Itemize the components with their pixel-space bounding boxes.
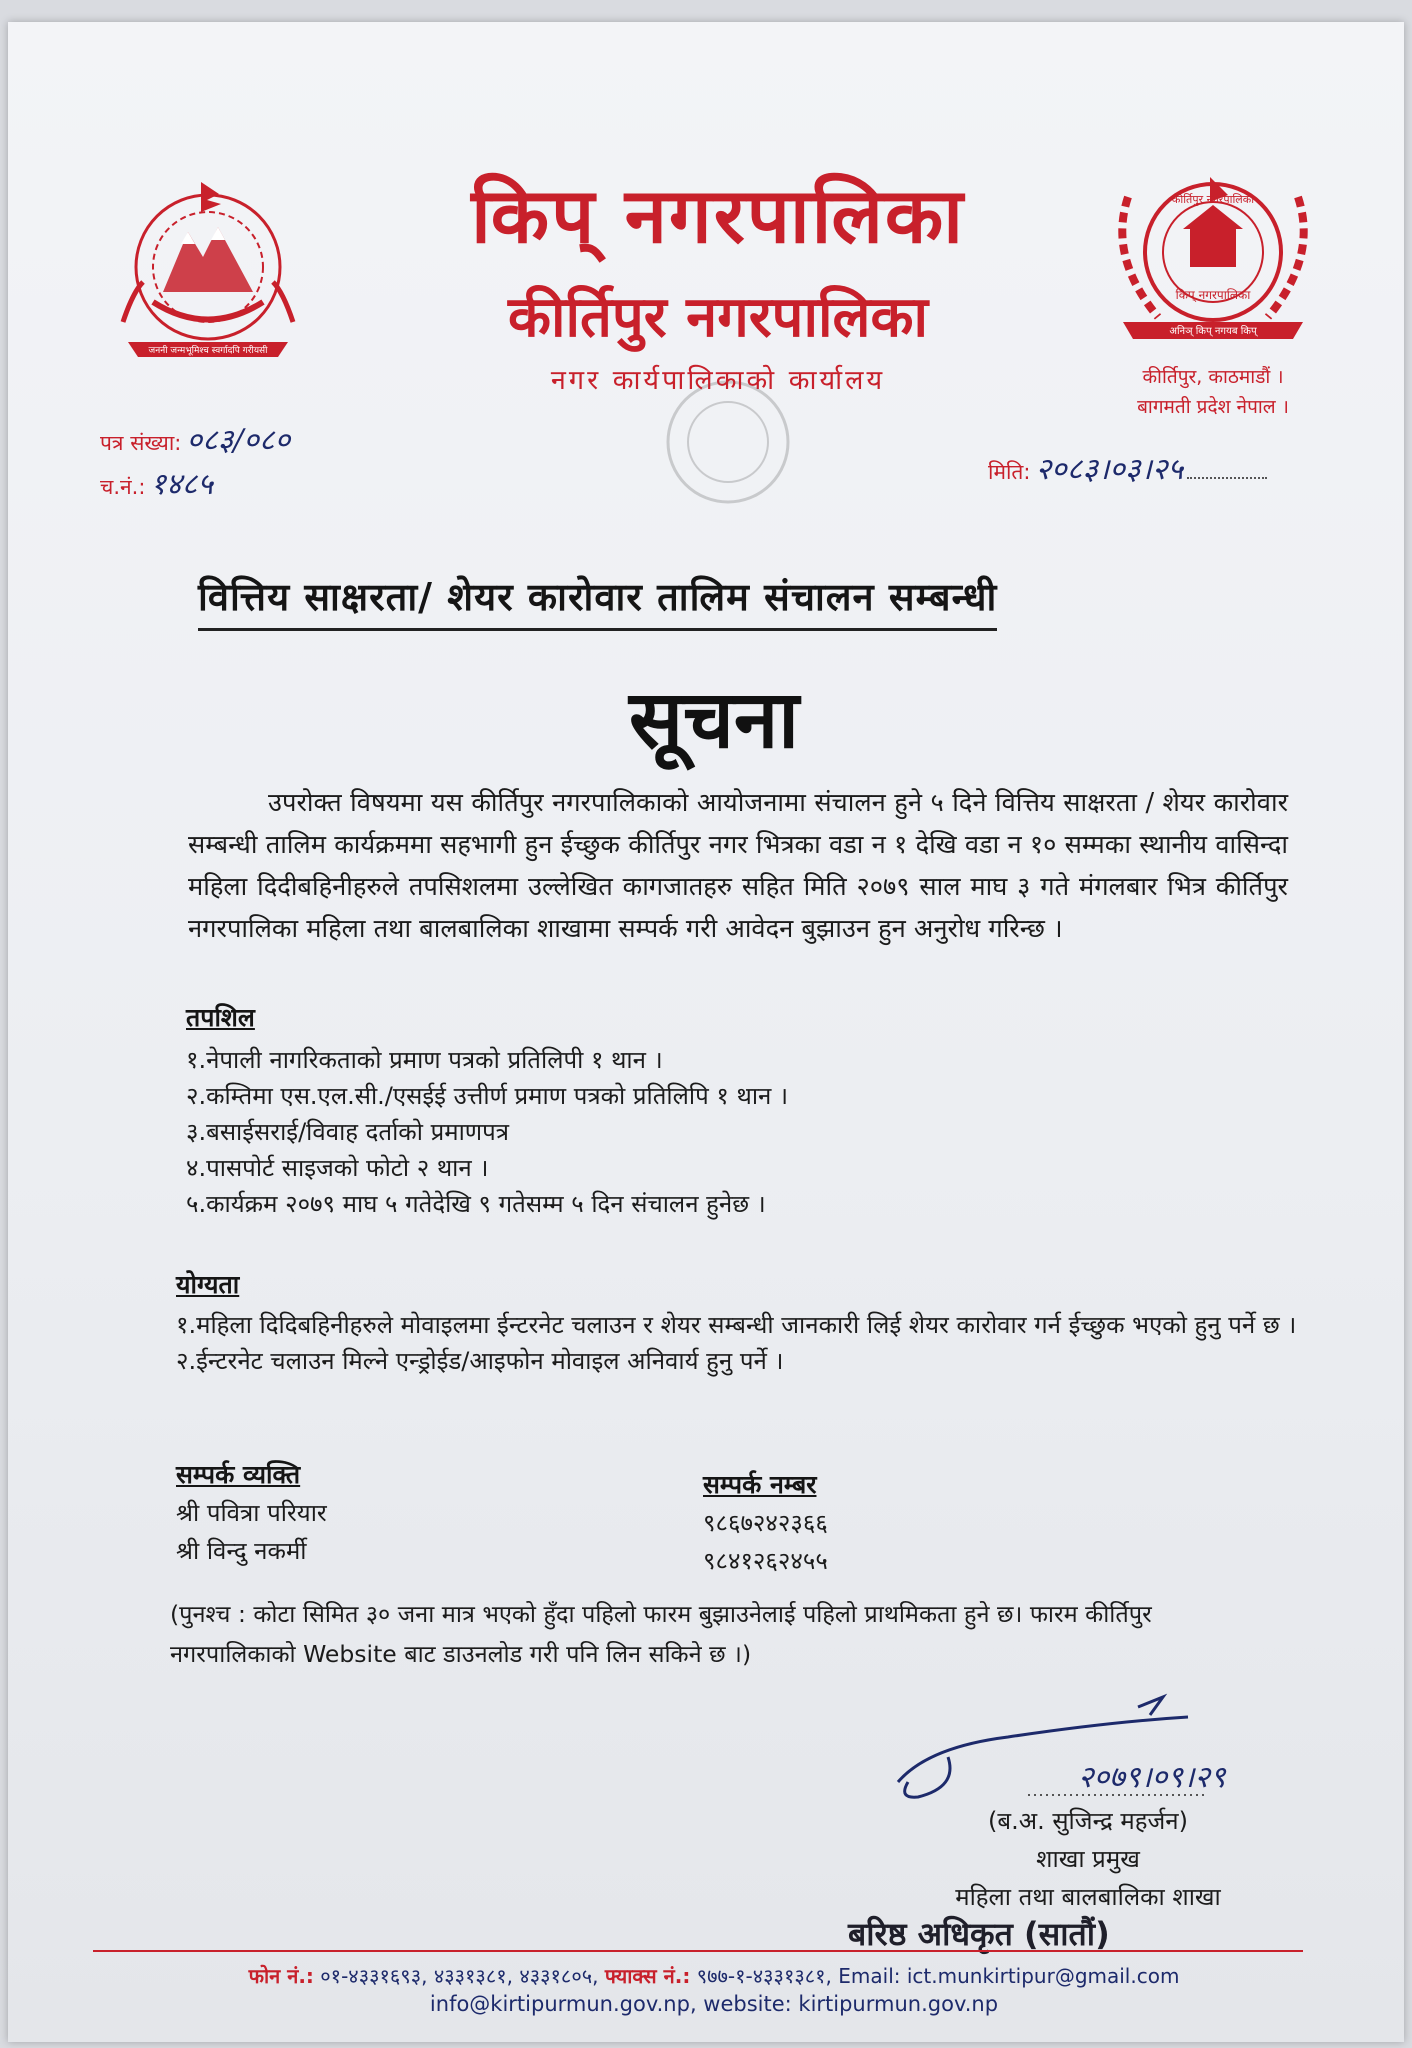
footer-web-line: info@kirtipurmun.gov.np, website: kirtipurmun.gov.np [429, 1992, 999, 2016]
list-item: १.नेपाली नागरिकताको प्रमाण पत्रको प्रतिलिपी १ थान । [186, 1046, 663, 1074]
reference-value: ०८३/०८० [186, 423, 291, 458]
email-value: ict.munkirtipur@gmail.com [906, 1964, 1180, 1988]
date-dots [1187, 477, 1267, 479]
nepal-emblem-icon [103, 172, 313, 372]
signatory-department: महिला तथा बालबालिका शाखा [955, 1883, 1221, 1911]
list-item: १.महिला दिदिबहिनीहरुले मोवाइलमा ईन्टरनेट चलाउन र शेयर सम्बन्धी जानकारी लिई शेयर कारोवार गर्न ईच्छुक भएको हुनु पर्ने छ । [176, 1311, 1297, 1339]
date-value: २०८३।०३।२५ [1035, 452, 1184, 487]
contact-number-list [703, 1504, 828, 1580]
list-item: ३.बसाईसराई/विवाह दर्ताको प्रमाणपत्र [186, 1118, 510, 1146]
contact-name: श्री विन्दु नकर्मी [176, 1537, 307, 1565]
contact-number-title: सम्पर्क नम्बर [703, 1470, 817, 1499]
fax-value: ९७७-१-४३३१३८१, [696, 1964, 832, 1988]
logo-banner-text: अनिञ् किप् नगयब किप् [1169, 326, 1257, 337]
list-item: २.कम्तिमा एस.एल.सी./एसईई उत्तीर्ण प्रमाण पत्रको प्रतिलिपि १ थान । [186, 1082, 789, 1110]
eligibility-title: योग्यता [176, 1270, 240, 1299]
municipality-logo-icon [1098, 157, 1328, 357]
logo-top-text: कीर्तिपुर नगरपालिका [1171, 193, 1255, 206]
notice-paragraph: उपरोक्त विषयमा यस कीर्तिपुर नगरपालिकाको आयोजनामा संचालन हुने ५ दिने वित्तिय साक्षरता / शेयर कारोवार सम्बन्धी तालिम कार्यक्रममा सहभागी हुन ईच्छुक कीर्तिपुर नगर भित्रका वडा न १ देखि वडा न १० सम्मका स्थानीय वासिन्दा महिला दिदीबहिनीहरुले तपसिशलमा उल्लेखित कागजातहरु सहित मिति २०७९ साल माघ ३ गते मंगलबार भित्र कीर्तिपुर नगरपालिका महिला तथा बालबालिका शाखामा सम्पर्क गरी आवेदन बुझाउन हुन अनुरोध गरिन्छ । [188, 788, 1288, 944]
eligibility-list [176, 1307, 1306, 1379]
address-line-2: बागमती प्रदेश नेपाल । [1137, 396, 1289, 418]
title-office: नगर कार्यपालिकाको कार्यालय [550, 365, 886, 396]
address-line-1: कीर्तिपुर, काठमाडौं । [1142, 366, 1284, 388]
date-label: मिति: [988, 460, 1031, 484]
fax-label: फ्याक्स नं.: [604, 1964, 691, 1988]
reference-label: पत्र संख्या: [100, 431, 182, 455]
document-page [8, 22, 1404, 2042]
list-item: २.ईन्टरनेट चलाउन मिल्ने एन्ड्रोईड/आइफोन मोवाइल अनिवार्य हुनु पर्ने । [176, 1347, 784, 1375]
title-newari: किप् नगरपालिका [471, 171, 965, 260]
phone-value: ०१-४३३१६९३, ४३३१३८१, ४३३१८०५, [320, 1964, 599, 1988]
contact-number: ९८६७२४२३६६ [703, 1509, 828, 1537]
signatory-role: शाखा प्रमुख [1036, 1845, 1140, 1873]
logo-ring-text: किप् नगरपालिका [1175, 288, 1251, 302]
signature-date: २०७९।०९।२९ [1078, 1760, 1226, 1795]
contact-name: श्री पवित्रा परियार [176, 1499, 327, 1527]
details-title: तपशिल [186, 1003, 255, 1032]
notice-subject: वित्तिय साक्षरता/ शेयर कारोवार तालिम संचालन सम्बन्धी [198, 570, 997, 631]
footer-divider [93, 1950, 1303, 1952]
details-list [186, 1042, 788, 1222]
officer-stamp: बरिष्ठ अधिकृत (सातौं) [848, 1915, 1110, 1953]
contact-number: ९८४१२६२४५५ [703, 1547, 828, 1575]
dispatch-number [100, 462, 213, 503]
dispatch-value: १४८५ [150, 467, 213, 502]
signatory-name: (ब.अ. सुजिन्द्र महर्जन) [988, 1807, 1188, 1835]
footer-contact-line [8, 1962, 1412, 1989]
signature-icon [888, 1687, 1318, 1817]
letter-date [988, 447, 1267, 488]
dispatch-label: च.नं.: [100, 475, 146, 499]
list-item: ५.कार्यक्रम २०७९ माघ ५ गतेदेखि ९ गतेसम्म ५ दिन संचालन हुनेछ । [186, 1190, 766, 1218]
email-label: Email: [838, 1964, 901, 1988]
address-block [1098, 362, 1328, 422]
postscript: (पुनश्च : कोटा सिमित ३० जना मात्र भएको हुँदा पहिलो फारम बुझाउनेलाई पहिलो प्राथमिकता हुने छ। फारम कीर्तिपुर नगरपालिकाको Website बाट डाउनलोड गरी पनि लिन सकिने छ ।) [170, 1600, 1152, 1668]
reference-number [100, 418, 290, 459]
list-item: ४.पासपोर्ट साइजको फोटो २ थान । [186, 1154, 489, 1182]
contact-person-title: सम्पर्क व्यक्ति [176, 1460, 301, 1489]
contact-person-list [176, 1494, 327, 1570]
notice-heading: सूचना [629, 673, 799, 766]
emblem-motto: जननी जन्मभूमिश्च स्वर्गादपि गरीयसी [148, 346, 268, 356]
signatory-block [868, 1802, 1308, 1916]
phone-label: फोन नं.: [248, 1964, 314, 1988]
title-municipality: कीर्तिपुर नगरपालिका [508, 285, 928, 350]
